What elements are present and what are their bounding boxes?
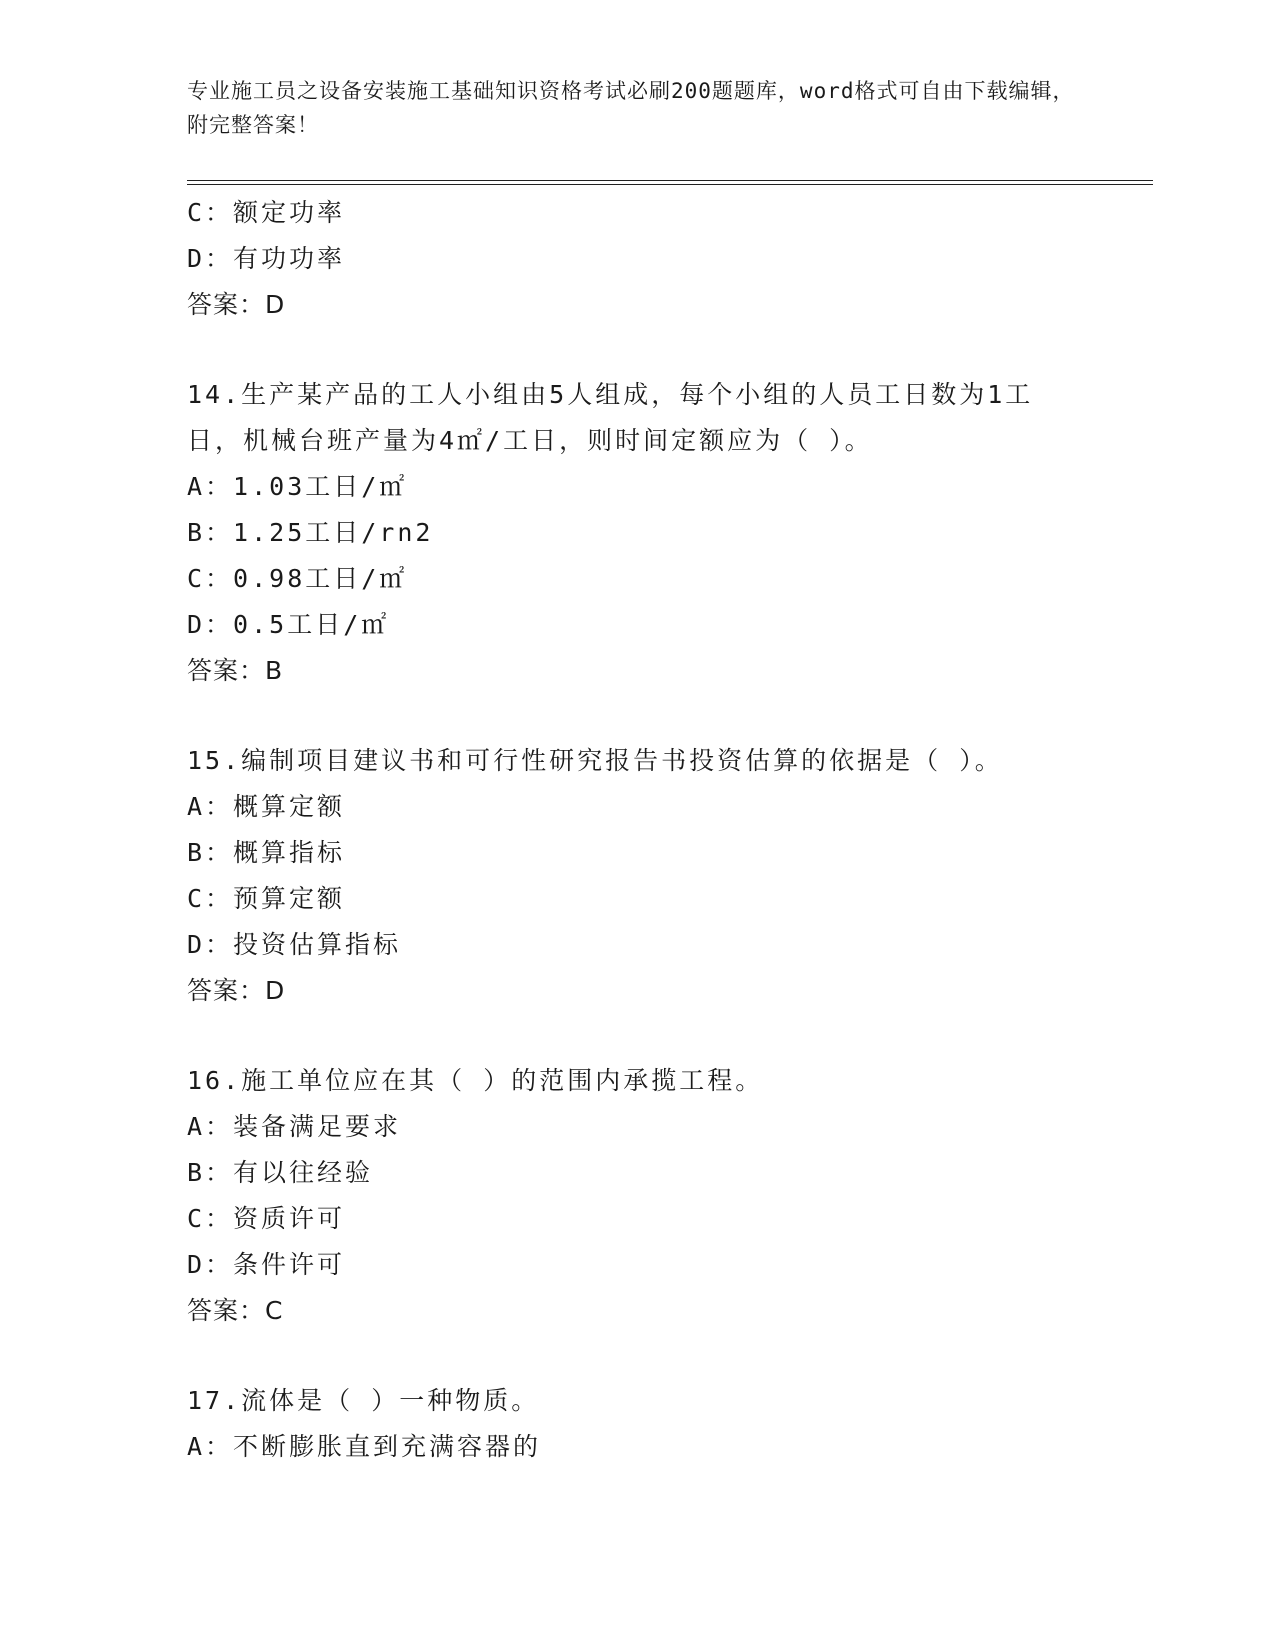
option-line: D：有功功率 (187, 244, 346, 273)
option-line: C：预算定额 (187, 884, 346, 913)
option-line: D：0.5工日/㎡ (187, 610, 390, 639)
spacer (187, 694, 1147, 738)
option-line: C：额定功率 (187, 198, 346, 227)
option-line: A：概算定额 (187, 792, 346, 821)
question-stem-line: 日，机械台班产量为4㎡/工日，则时间定额应为（ ）。 (187, 426, 873, 455)
option-line: A：不断膨胀直到充满容器的 (187, 1432, 542, 1461)
document-body (187, 190, 1147, 1470)
question-stem-line: 14.生产某产品的工人小组由5人组成，每个小组的人员工日数为1工 (187, 380, 1034, 409)
option-line: A：1.03工日/㎡ (187, 472, 408, 501)
answer-line: 答案：C (187, 1296, 284, 1325)
answer-line: 答案：D (187, 290, 286, 319)
header-divider-bottom (187, 184, 1153, 185)
option-line: C：0.98工日/㎡ (187, 564, 408, 593)
question-stem-line: 15.编制项目建议书和可行性研究报告书投资估算的依据是（ ）。 (187, 746, 1003, 775)
answer-line: 答案：D (187, 976, 286, 1005)
option-line: D：投资估算指标 (187, 930, 402, 959)
spacer (187, 1334, 1147, 1378)
question-stem-line: 16.施工单位应在其（ ）的范围内承揽工程。 (187, 1066, 764, 1095)
option-line: B：1.25工日/rn2 (187, 518, 434, 547)
option-line: D：条件许可 (187, 1250, 346, 1279)
spacer (187, 328, 1147, 372)
answer-line: 答案：B (187, 656, 284, 685)
question-stem-line: 17.流体是（ ）一种物质。 (187, 1386, 540, 1415)
option-line: C：资质许可 (187, 1204, 346, 1233)
option-line: B：有以往经验 (187, 1158, 374, 1187)
option-line: B：概算指标 (187, 838, 346, 867)
page-header-title: 专业施工员之设备安装施工基础知识资格考试必刷200题题库，word格式可自由下载编辑，附完整答案！ (187, 79, 1075, 137)
spacer (187, 1014, 1147, 1058)
header-divider-top (187, 180, 1153, 181)
option-line: A：装备满足要求 (187, 1112, 402, 1141)
